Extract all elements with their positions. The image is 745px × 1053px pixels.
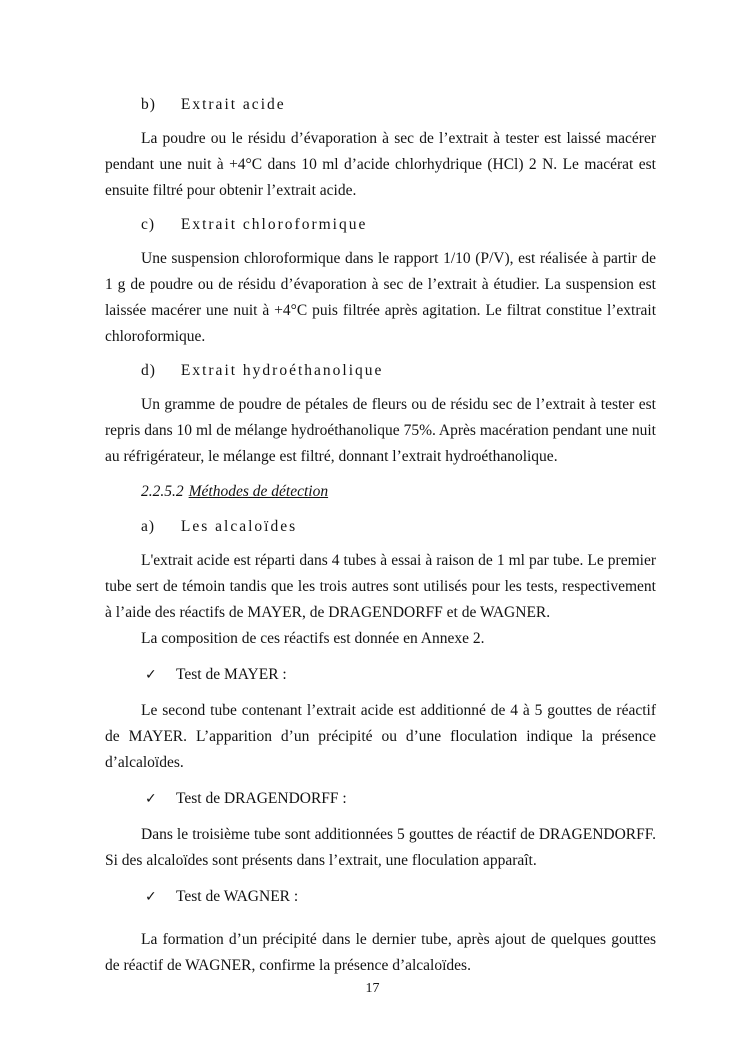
test-title: Test de WAGNER : (176, 888, 299, 905)
paragraph-test-dragendorff: Dans le troisième tube sont additionnées 5 gouttes de réactif de DRAGENDORFF. Si des alcaloïdes sont présents dans l’extrait, une floculation apparaît. (105, 826, 656, 869)
heading-label: b) (141, 96, 156, 113)
test-item-dragendorff (145, 786, 656, 812)
paragraph-test-wagner: La formation d’un précipité dans le dernier tube, après ajout de quelques gouttes de réactif de WAGNER, confirme la présence d’alcaloïdes. (105, 931, 656, 974)
checkmark-icon: ✓ (145, 889, 157, 905)
test-item-mayer (145, 662, 656, 688)
heading-les-alcaloides (141, 514, 656, 540)
heading-title: Extrait acide (180, 96, 286, 113)
checkmark-icon: ✓ (145, 791, 157, 807)
spacer (105, 920, 656, 927)
paragraph-test-mayer: Le second tube contenant l’extrait acide est additionné de 4 à 5 gouttes de réactif de MAYER. L’apparition d’un précipité ou d’une floculation indique la présence d’alcaloïdes. (105, 702, 656, 771)
paragraph-annexe-note: La composition de ces réactifs est donnée en Annexe 2. (141, 630, 485, 647)
heading-label: c) (141, 216, 156, 233)
checkmark-icon: ✓ (145, 667, 157, 683)
heading-label: a) (141, 518, 156, 535)
subsection-number: 2.2.5.2 (141, 483, 184, 500)
paragraph-les-alcaloides: L'extrait acide est réparti dans 4 tubes à essai à raison de 1 ml par tube. Le premier tube sert de témoin tandis que les trois autres sont utilisés pour les tests, respectivement à l’aide des réactifs de MAYER, de DRAGENDORFF et de WAGNER. (105, 552, 656, 621)
heading-extrait-hydroethanolique (141, 358, 656, 384)
paragraph-extrait-chloroformique: Une suspension chloroformique dans le rapport 1/10 (P/V), est réalisée à partir de 1 g de poudre ou de résidu d’évaporation à sec de l’extrait à étudier. La suspension est laissée macérer une nuit à +4°C puis filtrée après agitation. Le filtrat constitue l’extrait chloroformique. (105, 250, 656, 345)
subsection-title: Méthodes de détection (188, 483, 329, 500)
heading-title: Extrait chloroformique (180, 216, 368, 233)
test-item-wagner (145, 884, 656, 910)
heading-methodes-detection (141, 479, 656, 505)
test-title: Test de DRAGENDORFF : (176, 790, 347, 807)
heading-extrait-acide (141, 92, 656, 118)
page-number: 17 (365, 981, 380, 996)
heading-label: d) (141, 362, 156, 379)
heading-extrait-chloroformique (141, 212, 656, 238)
paragraph-extrait-hydroethanolique: Un gramme de poudre de pétales de fleurs ou de résidu sec de l’extrait à tester est repris dans 10 ml de mélange hydroéthanolique 75%. Après macération pendant une nuit au réfrigérateur, le mélange est filtré, donnant l’extrait hydroéthanolique. (105, 396, 656, 465)
page-footer (0, 981, 745, 997)
test-title: Test de MAYER : (176, 666, 287, 683)
heading-title: Les alcaloïdes (180, 518, 298, 535)
paragraph-extrait-acide: La poudre ou le résidu d’évaporation à sec de l’extrait à tester est laissé macérer pendant une nuit à +4°C dans 10 ml d’acide chlorhydrique (HCl) 2 N. Le macérat est ensuite filtré pour obtenir l’extrait acide. (105, 130, 656, 199)
heading-title: Extrait hydroéthanolique (180, 362, 384, 379)
